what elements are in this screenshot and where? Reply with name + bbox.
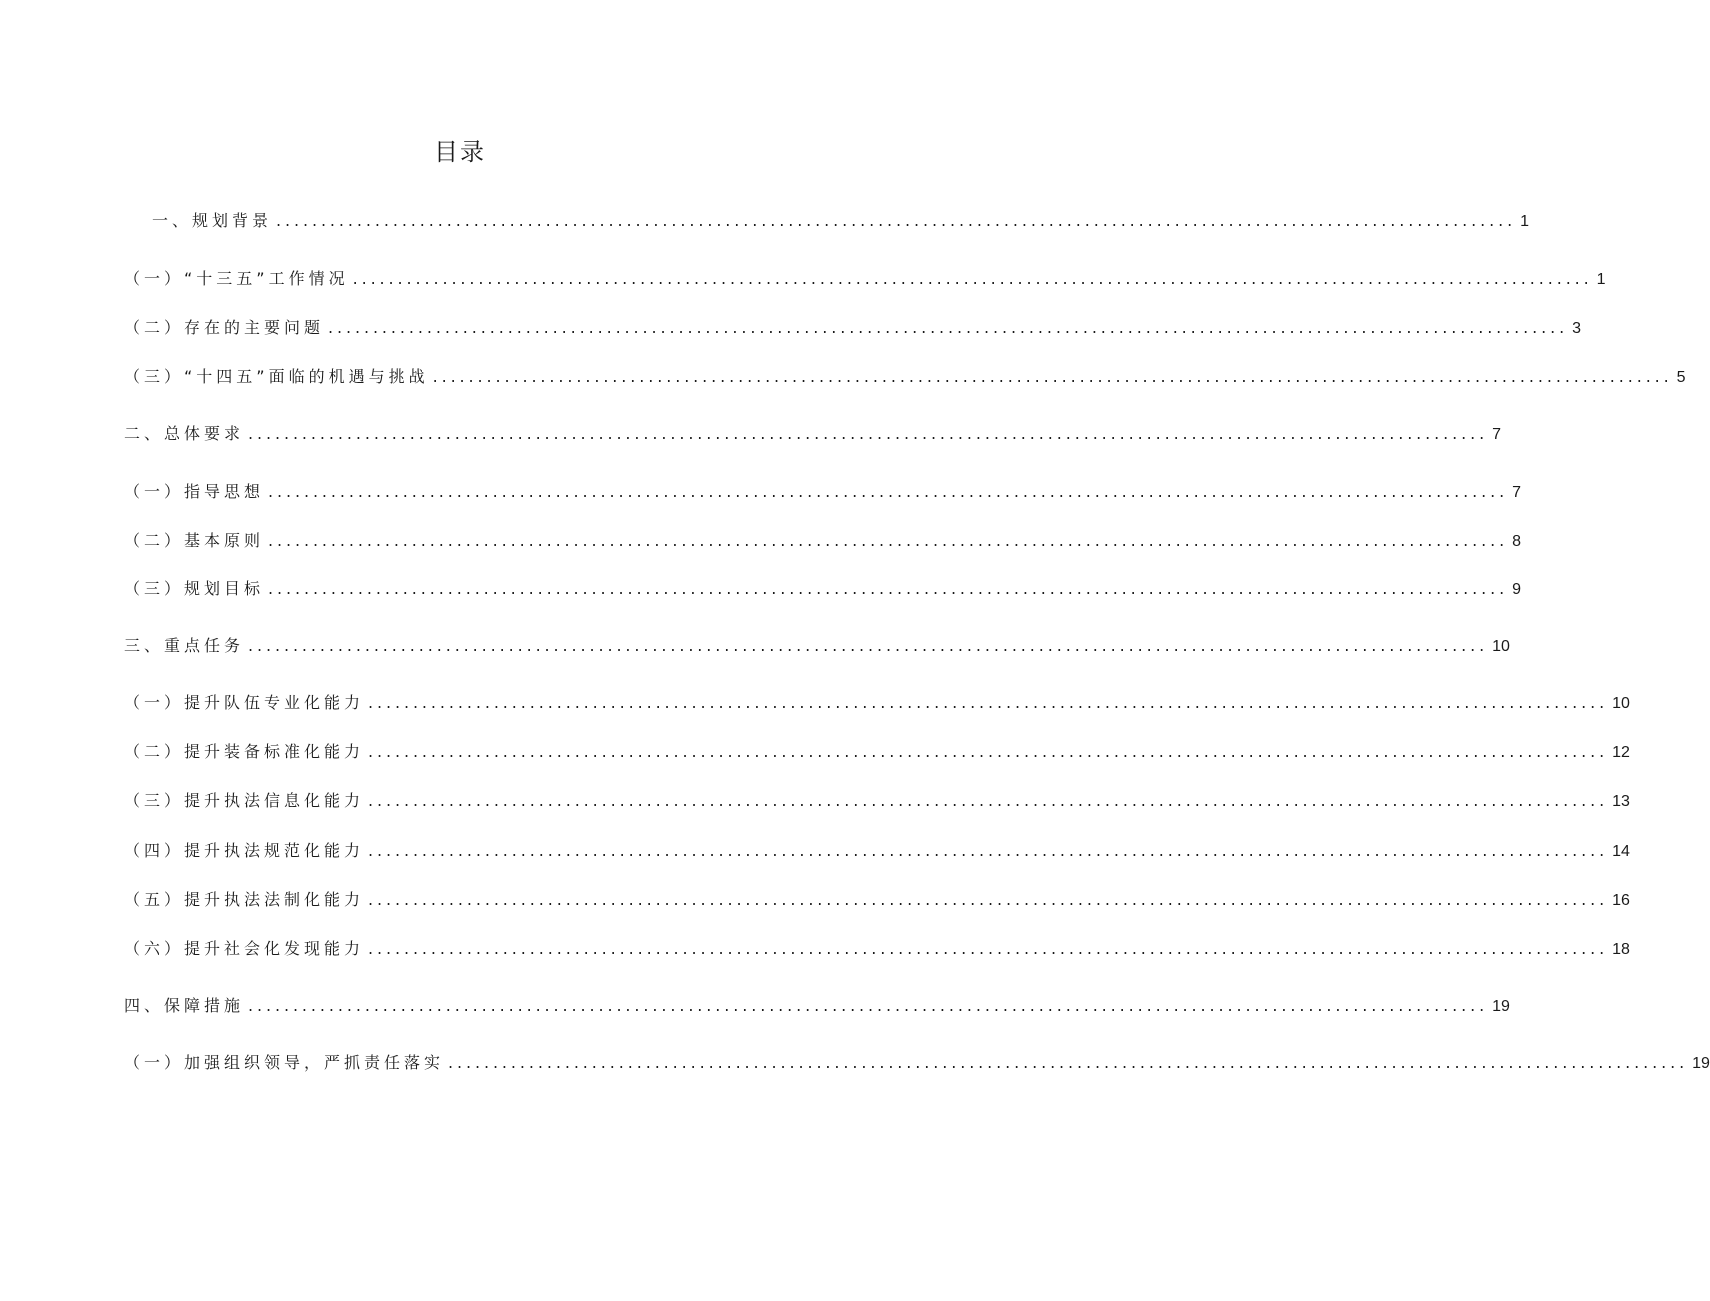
toc-entry-label: （五）提升执法法制化能力	[124, 890, 365, 909]
toc-page-number: 10	[1492, 638, 1510, 655]
toc-page-number: 12	[1612, 744, 1630, 761]
toc-entry[interactable]	[124, 316, 1581, 340]
toc-entry-label: 二、总体要求	[124, 424, 245, 443]
toc-dot-leader: ..........................................................................................................................................	[368, 693, 1609, 712]
toc-page-number: 10	[1612, 695, 1630, 712]
toc-entry-label: （一）加强组织领导，严抓责任落实	[124, 1053, 445, 1072]
toc-entry-label: （三）提升执法信息化能力	[124, 791, 365, 810]
toc-entry[interactable]	[124, 529, 1521, 553]
toc-entry[interactable]	[124, 267, 1606, 291]
toc-page-number: 1	[1520, 213, 1529, 230]
toc-dot-leader: ..........................................................................................................................................	[368, 841, 1609, 860]
toc-dot-leader: ..........................................................................................................................................	[368, 742, 1609, 761]
toc-dot-leader: ..........................................................................................................................................	[248, 996, 1489, 1015]
toc-entry-label: （二）存在的主要问题	[124, 318, 325, 337]
toc-entry[interactable]	[124, 994, 1510, 1018]
toc-entry[interactable]	[124, 422, 1501, 446]
toc-dot-leader: ..........................................................................................................................................	[248, 636, 1489, 655]
toc-entry-label: （一）“十三五”工作情况	[124, 269, 349, 288]
toc-dot-leader: ..........................................................................................................................................	[276, 211, 1517, 230]
toc-dot-leader: ..........................................................................................................................................	[368, 890, 1609, 909]
toc-dot-leader: ..........................................................................................................................................	[328, 318, 1569, 337]
toc-entry[interactable]	[124, 691, 1630, 715]
toc-entry-label: （二）基本原则	[124, 531, 265, 550]
toc-page-number: 9	[1512, 581, 1521, 598]
toc-page-number: 19	[1692, 1055, 1710, 1072]
toc-dot-leader: ..........................................................................................................................................	[268, 482, 1509, 501]
toc-entry-label: （三）规划目标	[124, 579, 265, 598]
toc-page-number: 7	[1492, 426, 1501, 443]
toc-page-number: 13	[1612, 793, 1630, 810]
toc-entry[interactable]	[124, 839, 1630, 863]
toc-entry[interactable]	[124, 888, 1630, 912]
toc-entry[interactable]	[152, 209, 1529, 233]
toc-entry[interactable]	[124, 365, 1686, 389]
toc-dot-leader: ..........................................................................................................................................	[368, 939, 1609, 958]
toc-dot-leader: ..........................................................................................................................................	[448, 1053, 1689, 1072]
toc-entry[interactable]	[124, 577, 1521, 601]
toc-page-number: 3	[1572, 320, 1581, 337]
toc-page-number: 19	[1492, 998, 1510, 1015]
toc-page-number: 16	[1612, 892, 1630, 909]
toc-entry[interactable]	[124, 937, 1630, 961]
toc-page-number: 1	[1596, 271, 1606, 288]
toc-entry[interactable]	[124, 634, 1510, 658]
toc-page-number: 5	[1676, 369, 1686, 386]
toc-page-number: 8	[1512, 533, 1521, 550]
toc-entry-label: （一）指导思想	[124, 482, 265, 501]
toc-entry-label: 一、规划背景	[152, 211, 273, 230]
toc-dot-leader: ..........................................................................................................................................	[248, 424, 1489, 443]
toc-entry-label: 四、保障措施	[124, 996, 245, 1015]
toc-dot-leader: ..........................................................................................................................................	[352, 269, 1593, 288]
toc-dot-leader: ..........................................................................................................................................	[268, 531, 1509, 550]
toc-entry[interactable]	[124, 480, 1521, 504]
toc-page-number: 18	[1612, 941, 1630, 958]
toc-entry[interactable]	[124, 789, 1630, 813]
toc-dot-leader: ..........................................................................................................................................	[368, 791, 1609, 810]
toc-entry[interactable]	[124, 740, 1630, 764]
toc-entry-label: （四）提升执法规范化能力	[124, 841, 365, 860]
toc-entry[interactable]	[124, 1051, 1710, 1075]
toc-entry-label: （三）“十四五”面临的机遇与挑战	[124, 367, 429, 386]
toc-entry-label: （二）提升装备标准化能力	[124, 742, 365, 761]
toc-dot-leader: ..........................................................................................................................................	[432, 367, 1673, 386]
toc-page-number: 14	[1612, 843, 1630, 860]
toc-page-number: 7	[1512, 484, 1521, 501]
toc-dot-leader: ..........................................................................................................................................	[268, 579, 1509, 598]
toc-entry-label: （一）提升队伍专业化能力	[124, 693, 365, 712]
toc-entry-label: （六）提升社会化发现能力	[124, 939, 365, 958]
page-title: 目录	[434, 138, 486, 166]
toc-entry-label: 三、重点任务	[124, 636, 245, 655]
